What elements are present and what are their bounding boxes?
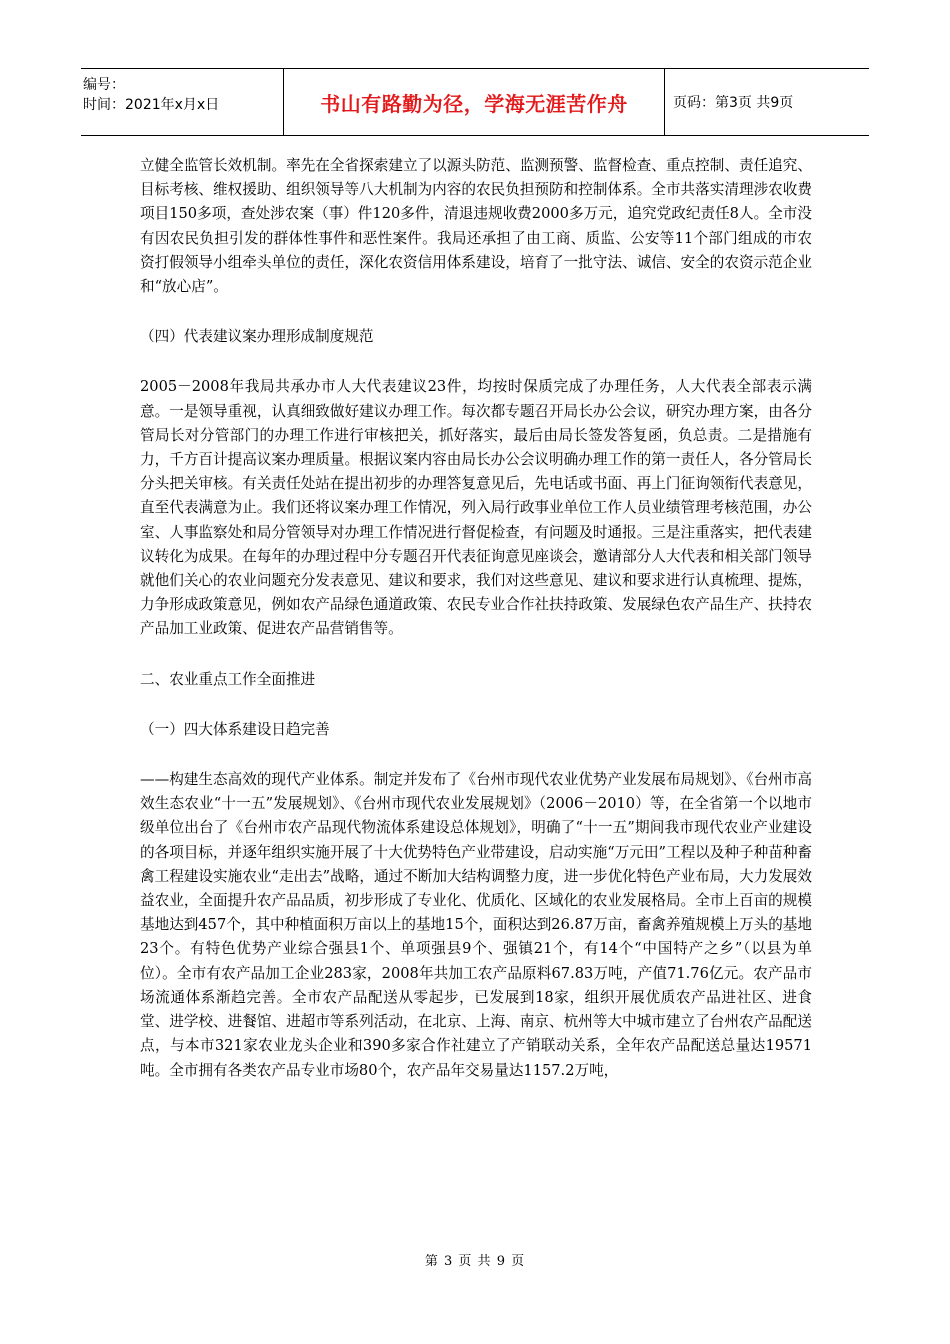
page-footer: 第 3 页 共 9 页: [424, 1254, 526, 1269]
header-page-info: 页码：第3页 共9页: [673, 95, 794, 111]
document-number-label: 编号：: [83, 77, 125, 93]
section-heading-representative-suggestions: （四）代表建议案办理形成制度规范: [140, 328, 374, 346]
header-meta: [81, 69, 283, 135]
section-heading-four-systems: （一）四大体系建设日趋完善: [140, 720, 330, 738]
paragraph-representative-suggestions: 2005－2008年我局共承办市人大代表建议23件，均按时保质完成了办理任务，人大代表全部表示满意。一是领导重视，认真细致做好建议办理工作。每次都专题召开局长办公会议，研究办理方案，由各分管局长对分管部门的办理工作进行审核把关，抓好落实，最后由局长签发答复函，负总责。二是措施有力，千方百计提高议案办理质量。根据议案内容由局长办公会议明确办理工作的第一责任人，各分管局长分头把关审核。有关责任处站在提出初步的办理答复意见后，先电话或书面、再上门征询领衔代表意见，直至代表满意为止。我们还将议案办理工作情况，列入局行政事业单位工作人员业绩管理考核范围，办公室、人事监察处和局分管领导对办理工作情况进行督促检查，有问题及时通报。三是注重落实，把代表建议转化为成果。在每年的办理过程中分专题召开代表征询意见座谈会，邀请部分人大代表和相关部门领导就他们关心的农业问题充分发表意见、建议和要求，我们对这些意见、建议和要求进行认真梳理、提炼，力争形成政策意见，例如农产品绿色通道政策、农民专业合作社扶持政策、发展绿色农产品生产、扶持农产品加工业政策、促进农产品营销售等。: [140, 378, 812, 638]
header-motto: 书山有路勤为径，学海无涯苦作舟: [283, 69, 665, 135]
document-date: 时间：2021年x月x日: [83, 97, 220, 113]
section-heading-key-work: 二、农业重点工作全面推进: [140, 670, 316, 688]
paragraph-industry-system: ——构建生态高效的现代产业体系。制定并发布了《台州市现代农业优势产业发展布局规划》、《台州市高效生态农业“十一五”发展规划》、《台州市现代农业发展规划》（2006－2010）等，在全省第一个以地市级单位出台了《台州市农产品现代物流体系建设总体规划》，明确了“十一五”期间我市现代农业产业建设的各项目标，并逐年组织实施开展了十大优势特色产业带建设，启动实施“万元田”工程以及种子种苗种畜禽工程建设实施农业“走出去”战略，通过不断加大结构调整力度，进一步优化特色产业布局，大力发展效益农业，全面提升农产品品质，初步形成了专业化、优质化、区域化的农业发展格局。全市上百亩的规模基地达到457个，其中种植面积万亩以上的基地15个，面积达到26.87万亩，畜禽养殖规模上万头的基地23个。有特色优势产业综合强县1个、单项强县9个、强镇21个，有14个“中国特产之乡”（以县为单位）。全市有农产品加工企业283家，2008年共加工农产品原料67.83万吨，产值71.76亿元。农产品市场流通体系渐趋完善。全市农产品配送从零起步，已发展到18家，组织开展优质农产品进社区、进食堂、进学校、进餐馆、进超市等系列活动，在北京、上海、南京、杭州等大中城市建立了台州农产品配送点，与本市321家农业龙头企业和390多家合作社建立了产销联动关系，全年农产品配送总量达19571吨。全市拥有各类农产品专业市场80个，农产品年交易量达1157.2万吨，: [140, 771, 812, 1079]
paragraph-supervision: 立健全监管长效机制。率先在全省探索建立了以源头防范、监测预警、监督检查、重点控制、责任追究、目标考核、维权援助、组织领导等八大机制为内容的农民负担预防和控制体系。全市共落实清理涉农收费项目150多项，查处涉农案（事）件120多件，清退违规收费2000多万元，追究党政纪责任8人。全市没有因农民负担引发的群体性事件和恶性案件。我局还承担了由工商、质监、公安等11个部门组成的市农资打假领导小组牵头单位的责任，深化农资信用体系建设，培育了一批守法、诚信、安全的农资示范企业和“放心店”。: [140, 157, 812, 296]
document-body: [140, 154, 812, 1083]
page-header: [81, 68, 869, 136]
